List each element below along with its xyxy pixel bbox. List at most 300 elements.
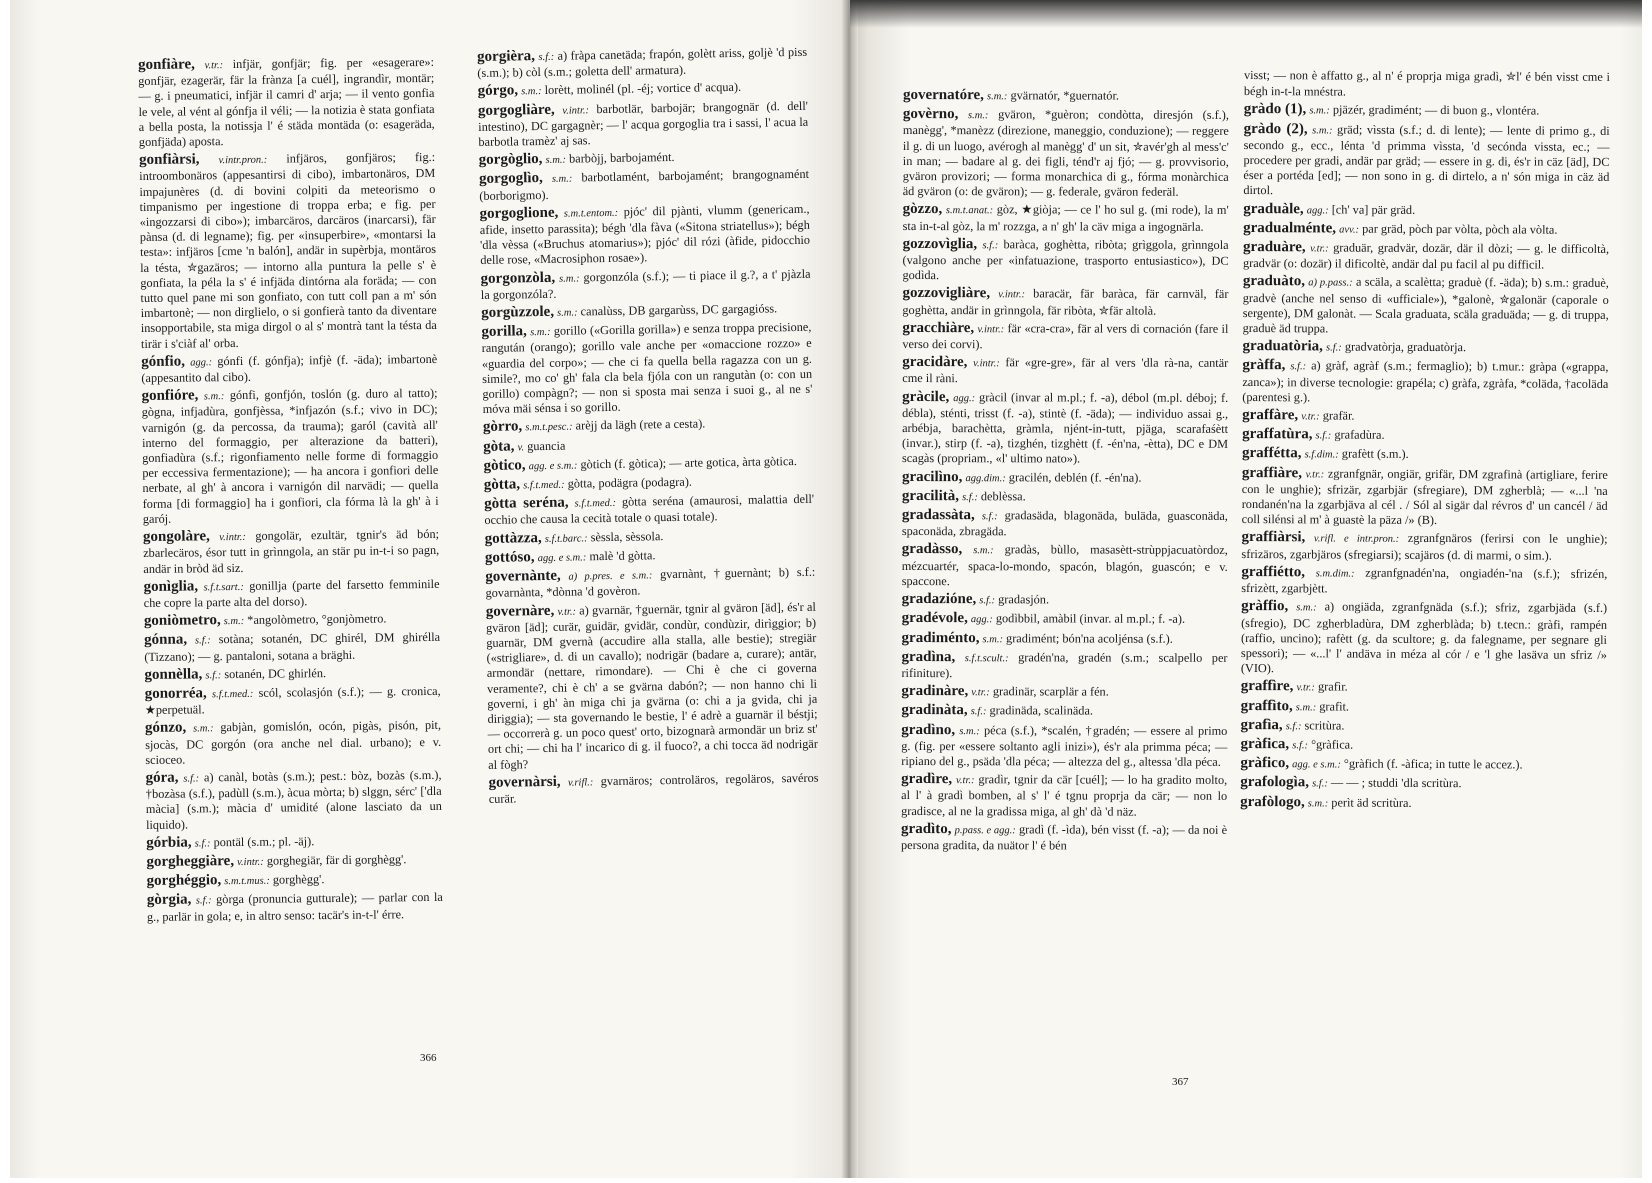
entry-definition: a) gràf, agràf (s.m.; fermaglio); b) t.mur.: gràpa («grappa, zanca»); in diverse tecnologie: grapéla; c) gràfa, zgràfa, *coläda, †acoläda (parentesi g.). [1242, 358, 1609, 405]
entry-headword: gracchiàre, [902, 319, 975, 337]
entry-definition: gvärnatór, *guernatór. [1010, 88, 1119, 103]
entry-definition: gracilén, deblén (f. -én'na). [1008, 469, 1142, 485]
dictionary-entry [141, 352, 437, 387]
entry-headword: gòrro, [482, 418, 523, 436]
dictionary-entry [488, 770, 818, 807]
dictionary-entry [145, 684, 441, 719]
entry-grammar: s.f.: [1290, 361, 1307, 373]
dictionary-entry [485, 565, 815, 602]
entry-definition: grafètt (s.m.). [1341, 446, 1409, 462]
entry-grammar: s.f.t.sart.: [203, 581, 244, 594]
entry-definition: zgranfgnadén'na, ongiadén-'na (s.f.); sfrizén, sfrizètt, zgarbjètt. [1241, 565, 1608, 596]
entry-headword: gorgièra, [476, 48, 536, 65]
dictionary-entry [143, 577, 439, 612]
dictionary-entry [484, 492, 814, 529]
dictionary-entry [1240, 737, 1606, 755]
dictionary-entry [144, 665, 440, 684]
entry-headword: graffétta, [1241, 445, 1302, 462]
entry-definition: fär «gre-gre», fär al vers 'dla rà-na, cantär cme il ràni. [902, 355, 1229, 386]
entry-grammar: agg.: [1306, 204, 1329, 217]
entry-headword: grafologìa, [1240, 774, 1310, 791]
entry-grammar: s.f.t.barc.: [544, 533, 588, 545]
entry-headword: graffiàre, [1241, 464, 1303, 481]
page-number-left: 366 [420, 1052, 437, 1064]
entry-definition: a scäla, a scalètta; graduè (f. -äda); b) s.m.: graduè, gradvè (anche nel senso di «ufficiale»), *galonè, ✮galonär (caporale o sergente), DM galonàt. — Scala graduata, scäla graduäda; — g. di truppa, graduè äd truppa. [1242, 275, 1609, 336]
entry-grammar: s.m.: [967, 110, 989, 122]
entry-definition: visst; — non è affatto g., al n' é proprja miga gradì, ✮l' é bén visst cme i bégh in-t-la mnéstra. [1243, 68, 1610, 99]
dictionary-entry [144, 611, 440, 630]
entry-headword: górgo, [477, 82, 519, 100]
entry-grammar: agg. e s.m.: [1292, 759, 1341, 771]
dictionary-entry [483, 415, 813, 436]
entry-headword: góra, [145, 769, 179, 786]
entry-grammar: s.m.: [1295, 701, 1317, 713]
entry-headword: gonorréa, [144, 685, 207, 702]
entry-grammar: s.m.: [551, 173, 573, 186]
dictionary-entry [1244, 68, 1610, 101]
entry-definition: deblèssa. [980, 489, 1026, 504]
entry-definition: gradàs, bùllo, masasètt-strùppjacuatòrdoz, mézcuartér, spaca-lo-mondo, spacón, blagón, guascón; e v. spaccone. [901, 542, 1228, 589]
dictionary-entry [1242, 446, 1608, 464]
entry-headword: gorghéggio, [146, 872, 222, 890]
entry-headword: gòtta, [483, 476, 521, 494]
entry-definition: gónfi, gonfjón, toslón (g. duro al tatto); gògna, infjadùra, gonfjèssa, *infjazón (s.f.; vivo in DC); varnigón (g. da percossa, da trauma); garól (cavità all' interno del formaggio, per alterazione da batteri), gonfiadùra (s.f.; rigonfiamento nelle forme di formaggio per eccessiva fermentazione); — ha ancora i gonfiori delle nerbate, al gh' à ancora i varnigón dil narvädi; — quella forma [di formaggio] ha i gonfiori, cla fórma là la gh' à i garój. [141, 386, 439, 526]
entry-grammar: v.tr.: [971, 687, 990, 699]
dictionary-entry [1243, 202, 1609, 220]
dictionary-entry [145, 768, 442, 833]
entry-grammar: s.m.dim.: [1315, 568, 1355, 580]
entry-grammar: s.m.: [545, 154, 567, 167]
entry-grammar: s.m.: [557, 307, 578, 319]
entry-grammar: s.m.: [193, 723, 214, 735]
right-page-column-1 [901, 88, 1229, 857]
entry-headword: gràffio, [1241, 598, 1289, 615]
entry-grammar: s.m.: [1312, 124, 1333, 137]
entry-grammar: v.intr.: [219, 531, 246, 544]
dictionary-entry [141, 386, 438, 527]
entry-headword: gràfica, [1240, 735, 1290, 753]
entry-definition: gorgonzóla (s.f.); — ti piace il g.?, a t' pjàzla la gorgonzóla?. [480, 266, 811, 302]
entry-definition: perìt äd scritùra. [1331, 794, 1412, 810]
entry-headword: gràdo (2), [1243, 120, 1308, 137]
entry-definition: godìbbil, amàbil (invar. al m.pl.; f. -a). [995, 611, 1186, 627]
dictionary-entry [1240, 795, 1606, 813]
entry-grammar: s.f.: [982, 240, 999, 252]
entry-headword: gradàsso, [901, 541, 963, 558]
entry-definition: barbotlamént, barbojamént; brangognamént (borborigmo). [479, 167, 810, 203]
dictionary-entry [902, 630, 1228, 647]
entry-definition: — — ; studdi 'dla scritùra. [1330, 775, 1462, 791]
entry-headword: gracilìno, [901, 468, 963, 485]
dictionary-entry [481, 301, 811, 322]
dictionary-entry [902, 286, 1228, 318]
dictionary-entry [483, 434, 813, 455]
entry-definition: lorètt, molinél (pl. -éj; vortice d' acqua). [544, 80, 742, 98]
entry-definition: grafìt. [1319, 698, 1350, 714]
dictionary-entry [902, 470, 1228, 487]
entry-definition: pjäzér, gradimént; — di buon g., vlontéra. [1332, 102, 1540, 118]
entry-grammar: s.f.: [979, 595, 996, 607]
entry-definition: gradì (f. -ìda), bén visst (f. -a); — da noi è persona gradita, da nuätor l' é bén [901, 822, 1228, 853]
entry-definition: malè 'd gòtta. [589, 548, 656, 564]
entry-headword: graffiétto, [1241, 563, 1306, 581]
entry-headword: govèrno, [902, 106, 959, 123]
entry-grammar: v.intr.: [237, 856, 264, 868]
dictionary-entry [484, 473, 814, 494]
entry-definition: [ch' va] pär gräd. [1331, 202, 1416, 217]
entry-grammar: s.f.: [205, 669, 222, 682]
entry-grammar: v.tr.: [956, 775, 975, 787]
entry-headword: gòtico, [483, 457, 526, 474]
entry-headword: górbia, [146, 834, 192, 851]
dictionary-entry [1244, 102, 1610, 120]
entry-headword: gorgoglione, [479, 204, 559, 222]
entry-headword: gorgogliàre, [477, 101, 555, 119]
entry-grammar: s.m.: [982, 633, 1003, 645]
entry-definition: sèssla, sèssola. [590, 528, 664, 544]
entry-definition: gradinäda, scalinäda. [989, 703, 1094, 718]
entry-headword: gradévole, [901, 610, 968, 627]
entry-definition: baracär, fär baràca, fär carnväl, fär goghètta, andär in grìnngola, fär ribòta, ✮fär altolà. [902, 286, 1229, 318]
entry-headword: gradinàre, [901, 683, 969, 700]
entry-headword: goniòmetro, [143, 612, 221, 630]
dictionary-entry [481, 320, 812, 417]
entry-grammar: v.tr.: [1301, 411, 1320, 423]
dictionary-entry [147, 871, 443, 890]
entry-grammar: s.f.: [1326, 342, 1342, 354]
entry-grammar: agg.: [970, 614, 993, 626]
entry-definition: gòtta, podägra (podagra). [567, 474, 693, 491]
dictionary-entry [902, 611, 1228, 628]
entry-definition: gradvatòrja, graduatòrja. [1344, 339, 1467, 355]
entry-definition: gvarnäros; controläros, regoläros, savéros curär. [488, 770, 819, 806]
dictionary-entry [902, 542, 1228, 589]
dictionary-entry [902, 390, 1228, 468]
dictionary-entry [901, 703, 1227, 720]
dictionary-entry [902, 592, 1228, 609]
entry-grammar: s.f.dim.: [1304, 449, 1339, 461]
entry-definition: par gräd, pòch par vòlta, pòch ala vòlta. [1362, 221, 1558, 237]
left-page [10, 0, 850, 1178]
dictionary-entry [903, 107, 1229, 200]
entry-headword: gorgonzòla, [480, 269, 556, 287]
entry-grammar: v. [517, 441, 525, 454]
entry-grammar: p.pass. e agg.: [954, 824, 1016, 837]
entry-headword: graffìre, [1240, 678, 1294, 695]
entry-definition: pjóc' dil pjànti, vlumm (genericam., afide, insetto parassita); bégh 'dla fàva («Sitona striatellus»); bégh 'dla vèssa («Bruchus atomarius»); pjóc' dil rózi (àfide, pidocchio delle rose, «Macrosiphon rosae»). [479, 201, 811, 268]
entry-definition: °gràfich (f. -àfica; in tutte le accez.). [1343, 756, 1523, 772]
entry-headword: gongolàre, [142, 528, 210, 546]
dictionary-entry [139, 150, 437, 352]
dictionary-entry [1242, 427, 1608, 445]
entry-headword: gòta, [483, 438, 515, 455]
dictionary-entry [1242, 358, 1608, 407]
dictionary-entry [479, 202, 810, 269]
entry-headword: gozzovigliàre, [902, 285, 991, 302]
entry-definition: gòrga (pronuncia gutturale); — parlar con la g., parlär in gola; e, in altro senso: tacär's in-t-l' érre. [146, 890, 443, 924]
entry-grammar: s.m.t.anat.: [945, 205, 994, 217]
entry-headword: gónzo, [144, 719, 187, 737]
entry-grammar: s.f.: [1312, 778, 1328, 790]
entry-definition: scól, scolasjón (s.f.); — g. cronica, ★perpetuäl. [144, 683, 441, 718]
entry-definition: a) canàl, botàs (s.m.); pest.: bòz, bozàs (s.m.), †bozàsa (s.f.), padùll (s.m.), àcua mòrta; b) slggn, sérc' ['dla màcia] (s.m.); màcia d' umidité (alone lasciato da un liquido). [145, 767, 442, 832]
dictionary-entry [1241, 699, 1607, 717]
entry-definition: gradìr, tgnir da cär [cuél]; — lo ha gradito molto, al l' à gradì bomben, al s' l' é tgnu proprja da cär; — non lo gradisce, al ne la gradissa miga, al gh' dà 'd näz. [901, 772, 1228, 819]
dictionary-entry [144, 630, 440, 665]
entry-headword: gonìglia, [143, 578, 199, 595]
entry-grammar: v.tr.: [1310, 243, 1329, 255]
entry-headword: governatóre, [902, 87, 984, 104]
entry-headword: gradìno, [901, 721, 956, 738]
entry-definition: zgranfgnäros (ferirsi con le unghie); sfrizäros, zgarbjäros (sfregiarsi); scajäros (d. di marmi, o sim.). [1241, 531, 1608, 563]
entry-definition: gràcil (invar al m.pl.; f. -a), débol (m.pl. déboj; f. débla), sténti, trisst (f. -a), stintè (f. -äda); — individuo assai g., arbébja, barachètta, gràmla, njént-in-tutt, pjäga, scarafaśètt (invar.), stirp (f. -a), tizghén, tizghètt (f. -én'na, -ètta), DC e DM scagàs (propriam., «l' ultimo nato»). [902, 389, 1229, 466]
entry-grammar: v.tr.: [557, 606, 577, 618]
entry-grammar: s.f.t.med.: [523, 479, 565, 492]
dictionary-entry [1242, 466, 1608, 530]
dictionary-entry [1240, 756, 1606, 774]
entry-grammar: a) p.pass.: [1308, 277, 1353, 290]
entry-headword: gòrgia, [146, 891, 192, 909]
entry-grammar: s.m.: [1296, 602, 1317, 614]
entry-grammar: s.f.: [1292, 740, 1309, 752]
entry-definition: gradinär, scarplär a fén. [992, 684, 1109, 699]
right-page-column-2 [1240, 68, 1610, 816]
entry-headword: gràfico, [1240, 755, 1290, 772]
entry-headword: governàrsi, [488, 773, 561, 791]
dictionary-entry [1243, 122, 1609, 201]
dictionary-entry [1242, 339, 1608, 357]
dictionary-entry [145, 718, 441, 768]
dictionary-entry [147, 890, 443, 925]
entry-headword: gracilità, [901, 487, 960, 505]
entry-headword: gradìto, [901, 820, 952, 837]
dictionary-entry [1243, 240, 1609, 273]
entry-definition: gòz, ★giòja; — ce l' ho sul g. (mi rode), la m' sta in-t-al gòz, la m' rozzga, a n' gh' la cäv miga a ingognärla. [902, 202, 1229, 234]
left-page-column-2 [477, 45, 819, 810]
entry-headword: gonfiàre, [137, 56, 195, 73]
page-top-shadow [850, 0, 1642, 28]
entry-grammar: v.intr.: [977, 324, 1005, 336]
dictionary-entry [485, 546, 815, 567]
entry-definition: gòtta seréna (amaurosi, malattia dell' occhio che causa la cecità totale o quasi totale). [484, 492, 815, 528]
entry-grammar: agg.dim.: [965, 472, 1006, 484]
entry-headword: graffiàrsi, [1241, 529, 1306, 546]
entry-headword: gozzovìglia, [902, 235, 978, 253]
entry-definition: infjäros, gonfjäros; fig.: introombonäros (appesantirsi di cibo), imbartonäros, DM impajunères (d. di bovini colpiti da meteorismo o timpanismo per ingestione di troppa erba; e fig. per «ingozzarsi di cibo»); imbarcäros, darcäros (inarcarsi), fär pànsa (d. di legname); fig. per «insuperbire», «montarsi la testa»: infjäros [cme 'n balón], andär in supèrbja, montäros la tésta, ✮gazäros; — intorno alla puntura la pelle s' è gonfiata, la péla la s' é infjäda dintórna ala foräda; — con tutto quel pane mi son gonfiato, con tutt coll pan a m' són imbartonè; — non dirglielo, o si gonfierà tanto da diventare insopportabile, sta miga dirgol o al s' montrà tant la tésta da tirär i s'ciàf al' orba. [139, 150, 437, 351]
entry-headword: gottóso, [484, 549, 535, 566]
dictionary-entry [480, 266, 810, 303]
entry-headword: gorgùzzole, [481, 303, 555, 322]
entry-headword: gradìna, [901, 648, 956, 665]
entry-definition: gongolär, ezultär, tgnir's äd bón; zbarlecäros, ésor tutt in grìnngola, an stär pu in-t-i so pagn, andär in bròd äd siz. [143, 526, 440, 576]
entry-grammar: s.m.t.entom.: [563, 207, 619, 220]
entry-definition: gonillja (parte del farsetto femminile che copre la parte alta del dorso). [143, 576, 440, 610]
dictionary-entry [479, 148, 809, 169]
entry-definition: gónfi (f. gónfja); infjè (f. -äda); imbartonè (appesantito dal cibo). [141, 351, 438, 386]
dictionary-entry [1241, 599, 1607, 678]
entry-grammar: v.rifl.: [567, 776, 594, 789]
entry-definition: sotàna; sotanén, DC ghirél, DM ghirélla (Tizzano); — g. pantaloni, sotana a bräghi. [144, 630, 441, 664]
entry-grammar: s.f.: [970, 706, 987, 718]
entry-grammar: s.f.t.scult.: [964, 652, 1009, 664]
dictionary-entry [1243, 221, 1609, 239]
entry-definition: grafìr. [1317, 679, 1348, 694]
entry-definition: baràca, goghètta, ribòta; grìggola, grìnngola (valgono anche per «infatuazione, trasporto entusiastico»), DC godìda. [902, 237, 1229, 283]
entry-definition: barbòjj, barbojamént. [568, 150, 675, 166]
entry-definition: pontäl (s.m.; pl. -äj). [213, 833, 315, 850]
entry-headword: gonfiàrsi, [138, 151, 200, 169]
entry-definition: péca (s.f.), *scalén, †gradén; — essere al primo g. (fig. per «essere soltanto agli inizi»), és'r ala primma péca; — ripiano del g., psäda 'dla péca; — altezza del g., altessa 'dla péca. [901, 722, 1228, 769]
entry-grammar: v.tr.: [204, 60, 224, 72]
entry-headword: gorgòglio, [478, 151, 543, 169]
entry-grammar: s.f.t.med.: [574, 498, 617, 510]
entry-definition: gabjàn, gomislón, ocón, pigàs, pisón, pit, sjocàs, DC gorgón (ora anche nel dial. urbano); e v. scioceo. [145, 718, 442, 767]
entry-grammar: agg. e s.m.: [528, 460, 578, 473]
entry-definition: gradasäda, blagonäda, buläda, guasconäda, spaconäda, zbragäda. [901, 508, 1228, 539]
entry-definition: graduär, gradvär, dozär, där il dòzi; — g. le difficoltà, gradvär (o: dozär) il dificoltè, andär dal pu facil al pu difficil. [1242, 240, 1610, 272]
entry-headword: graduàre, [1243, 239, 1306, 256]
entry-grammar: s.f.: [194, 635, 211, 647]
entry-grammar: s.f.: [194, 838, 211, 850]
entry-headword: governàre, [485, 602, 555, 620]
entry-definition: infjär, gonfjär; fig. per «esagerare»: gonfjär, ezagerär, fär la frànza [a cuél], ingrandìr, montär; — g. i pneumatici, infjär il camri d' arja; — il vento gonfia le vele, al vént al gónfja il véli; — la notizia è stata gonfiata a bella posta, la notissja l' é städa montäda (o: esageräda, gonfjäda) aposta. [138, 54, 435, 150]
dictionary-entry [902, 508, 1228, 540]
entry-grammar: s.f.: [195, 895, 212, 907]
entry-headword: gonnèlla, [144, 666, 203, 683]
entry-grammar: v.intr.: [562, 104, 590, 117]
entry-headword: gorgoglìo, [478, 170, 543, 188]
entry-grammar: agg. e s.m.: [537, 552, 587, 564]
entry-definition: scritùra. [1304, 718, 1345, 733]
book-spread [10, 0, 1642, 1178]
left-page-column-1 [138, 55, 443, 928]
dictionary-entry [146, 833, 442, 852]
entry-grammar: avv.: [1339, 224, 1360, 236]
dictionary-entry [138, 55, 435, 150]
entry-headword: gradassàta, [901, 507, 975, 524]
entry-definition: gräd; vìssta (s.f.; d. di lente); — lente di primo g., di secondo g., ecc., lénta 'd primma vìssta, 'd secónda vissta, ec.; — procedere per gradi, andär par gräd; — essere in g. di, és'r in cäz [äd], DC éser a portéda [ed]; — non sono in g. di dirtelo, a n' són miga in cäz äd dirtol. [1243, 122, 1610, 198]
entry-grammar: s.m.: [559, 273, 580, 285]
entry-headword: gradiménto, [901, 629, 980, 646]
entry-headword: graduatòria, [1242, 338, 1324, 355]
dictionary-entry [477, 45, 807, 82]
entry-grammar: s.m.t.mus.: [224, 875, 270, 888]
entry-grammar: a) p.pres. e s.m.: [568, 570, 653, 583]
entry-grammar: s.m.: [973, 545, 994, 557]
entry-definition: a) ongiäda, zgranfgnäda (s.f.); sfriz, zgarbjäda (s.f.) (sfregio), DC zgherbladùra, DM zgherblàda; b) t.tecn.: gràfi, rampén (raffio, uncino); rafètt (g. da scultore; g. da falegname, per segnare gli spessori); — «...l' l' andäva in méza al cór / e 'l ghe lasäva un sfriz /» (VIO). [1240, 599, 1608, 676]
entry-headword: gottàzza, [484, 529, 542, 547]
entry-grammar: s.f.: [538, 51, 555, 64]
entry-grammar: v.intr.pron.: [218, 154, 268, 167]
dictionary-entry [1240, 775, 1606, 793]
dictionary-entry [901, 772, 1227, 819]
entry-headword: gràdo (1), [1243, 101, 1307, 118]
entry-grammar: s.m.: [223, 616, 245, 628]
dictionary-entry [479, 167, 809, 204]
entry-headword: grafìa, [1240, 716, 1283, 733]
entry-grammar: v.rifl. e intr.pron.: [1313, 533, 1400, 546]
entry-headword: gorgheggiàre, [146, 852, 235, 870]
entry-headword: graffìto, [1240, 697, 1293, 714]
book-gutter [842, 0, 858, 1178]
entry-grammar: s.f.: [962, 492, 978, 504]
dictionary-entry [1241, 679, 1607, 697]
entry-headword: graduàle, [1243, 200, 1304, 217]
entry-grammar: s.m.t.pesc.: [525, 422, 573, 434]
dictionary-entry [1241, 565, 1607, 598]
dictionary-entry [1241, 530, 1607, 563]
page-number-right: 367 [1172, 1076, 1189, 1088]
dictionary-entry [903, 202, 1229, 234]
entry-headword: gradualménte, [1243, 219, 1337, 237]
dictionary-entry [146, 852, 442, 871]
entry-definition: gradasjón. [998, 592, 1050, 607]
entry-grammar: s.f.: [183, 773, 200, 785]
dictionary-entry [478, 79, 808, 100]
entry-grammar: s.m.: [1309, 105, 1330, 117]
right-page [850, 0, 1642, 1178]
entry-grammar: s.m.: [1307, 797, 1329, 809]
entry-definition: grafadùra. [1334, 427, 1385, 443]
entry-definition: arèjj da lägh (rete a cesta). [575, 416, 706, 433]
entry-grammar: s.m.: [986, 91, 1008, 103]
entry-headword: gòtta seréna, [484, 494, 569, 513]
dictionary-entry [486, 599, 819, 772]
dictionary-entry [902, 237, 1228, 284]
dictionary-entry [901, 650, 1227, 682]
entry-grammar: s.f.: [981, 511, 998, 523]
entry-headword: gràffa, [1242, 357, 1286, 374]
entry-headword: graduàto, [1242, 273, 1306, 290]
entry-grammar: v.tr.: [1305, 469, 1325, 481]
entry-definition: grafär. [1322, 408, 1355, 423]
dictionary-entry [901, 723, 1227, 770]
dictionary-entry [902, 489, 1228, 506]
dictionary-entry [902, 321, 1228, 353]
entry-headword: graffàre, [1242, 407, 1299, 424]
entry-grammar: v.intr.: [973, 358, 1000, 370]
entry-grammar: s.m.: [521, 86, 542, 98]
entry-headword: gradìre, [901, 771, 953, 788]
entry-headword: gòzzo, [902, 201, 943, 218]
entry-grammar: s.m.: [959, 725, 980, 737]
dictionary-entry [485, 526, 815, 547]
entry-definition: canalùss, DB gargarùss, DC gargagióss. [580, 301, 778, 319]
entry-definition: gvarnànt, †guernànt; b) s.f.: govarnànta, *dònna 'd govèron. [485, 564, 816, 601]
dictionary-entry [902, 355, 1228, 387]
dictionary-entry [1243, 274, 1609, 338]
entry-headword: graffatùra, [1242, 426, 1313, 443]
entry-definition: gorghegiär, fär di gorghègg'. [266, 852, 407, 868]
dictionary-entry [478, 98, 809, 150]
dictionary-entry [901, 822, 1227, 854]
entry-definition: fär «cra-cra», fär al vers di cornación (fare il verso dei corvi). [902, 321, 1229, 352]
entry-definition: gòtich (f. gòtica); — arte gotica, àrta gòtica. [580, 453, 798, 472]
entry-headword: gónfio, [141, 353, 186, 370]
entry-definition: sotanén, DC ghirlén. [224, 665, 327, 681]
dictionary-entry [903, 88, 1229, 105]
entry-definition: zgranfgnär, ongiär, grifär, DM zgrafinà (artigliare, ferire con le unghie); sfrizär, zgarbjär (sfregiare), DM zgherblà; — «...l 'na rondanén'na la zgarbjäva al cél . / Sól al sigär dal révros d' un cancél / äd coll silénsi al m' à guastè la päza /» (B). [1241, 466, 1608, 528]
entry-grammar: s.f.t.med.: [211, 688, 254, 701]
entry-grammar: v.intr.: [998, 289, 1025, 301]
entry-definition: °gràfica. [1311, 737, 1354, 752]
entry-definition: gorillo («Gorilla gorilla») e senza troppa precisione, rangután (orango); gorillo vale anche per «omaccione rozzo» e «guardia del corpo»; — che ci fa quella bella ragazza con un g. simile?, mo co' gh' fala cla bela fjóla con un rangutàn (o: con un gorillo) compàgn?; — non si sposta mai senza i suoi g., al ne s' móva mäi sénsa i so gorillo. [481, 320, 813, 417]
entry-headword: gónna, [144, 631, 188, 649]
entry-grammar: s.m.: [530, 327, 551, 339]
entry-headword: gonfióre, [141, 387, 199, 405]
entry-headword: gradazióne, [901, 591, 977, 608]
entry-headword: gorilla, [481, 323, 527, 341]
